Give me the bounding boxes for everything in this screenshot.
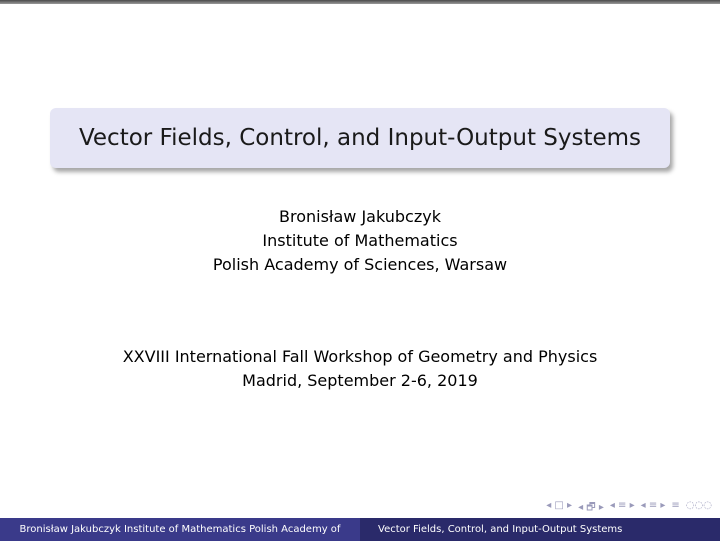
- footer-title: [360, 518, 720, 541]
- institute-line-1: Institute of Mathematics: [262, 231, 458, 250]
- top-rule: [0, 0, 720, 4]
- slide-title: Vector Fields, Control, and Input-Output Systems: [78, 125, 642, 151]
- footer-bar: [0, 518, 720, 541]
- event-line-2: Madrid, September 2-6, 2019: [242, 371, 478, 390]
- institute-line-2: Polish Academy of Sciences, Warsaw: [212, 255, 508, 274]
- author-name: Bronisław Jakubczyk: [279, 207, 441, 226]
- nav-subsection-icon[interactable]: ◂ 🗗 ▸: [578, 502, 604, 513]
- footer-title-text: Vector Fields, Control, and Input-Output Systems: [378, 524, 623, 535]
- nav-section-icon[interactable]: ◂ ≡ ▸: [609, 500, 635, 511]
- nav-frame-icon[interactable]: ◂ □ ▸: [546, 500, 573, 511]
- footer-author: [0, 518, 360, 541]
- nav-search-icon[interactable]: ◌◌◌: [685, 500, 712, 511]
- event-block: [0, 345, 720, 393]
- nav-document-icon[interactable]: ◂ ≡ ▸: [640, 500, 666, 511]
- nav-menu-icon[interactable]: ≡: [671, 500, 680, 511]
- author-block: [0, 205, 720, 277]
- title-box: [50, 108, 670, 168]
- footer-author-text: Bronisław Jakubczyk Institute of Mathematics Polish Academy of: [19, 524, 341, 535]
- beamer-navigation: [546, 500, 712, 517]
- event-line-1: XXVIII International Fall Workshop of Geometry and Physics: [122, 347, 598, 366]
